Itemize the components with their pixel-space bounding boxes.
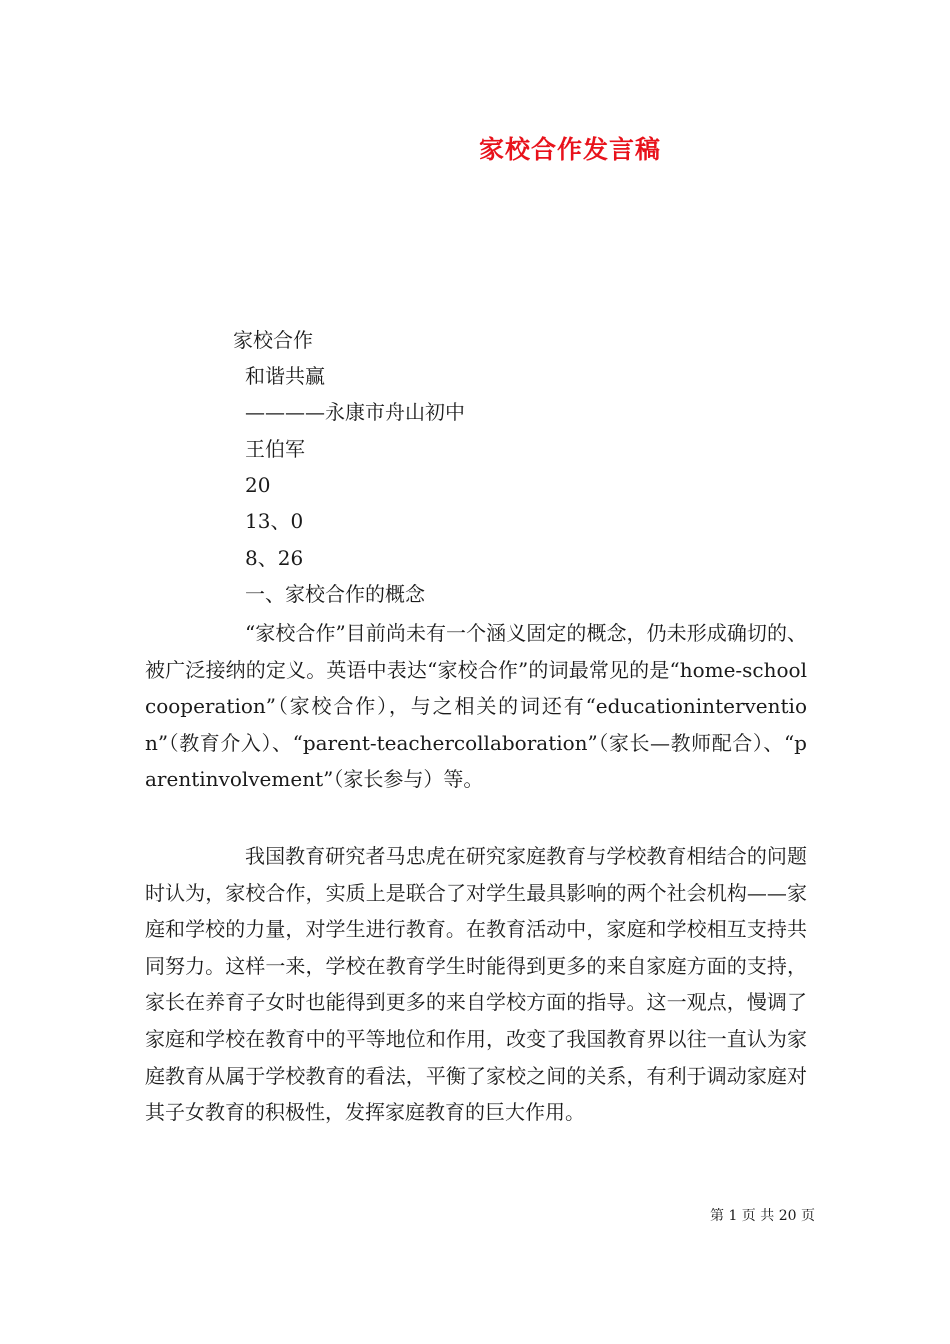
paragraph-1 — [145, 615, 807, 798]
page-footer: 第 1 页 共 20 页 — [710, 1208, 815, 1224]
date-line-1: 20 — [245, 473, 271, 497]
author-name: 王伯军 — [245, 437, 305, 461]
paragraph-1-text: “家校合作”目前尚未有一个涵义固定的概念，仍未形成确切的、被广泛接纳的定义。英语中表达“家校合作”的词最常见的是“home-schoolcooperation”（家校合作），与之相关的词还有“educationintervention”（教育介入）、“parent-teachercollaboration”（家长—教师配合）、“parentinvolvement”（家长参与）等。 — [145, 621, 807, 792]
paragraph-2-text: 我国教育研究者马忠虎在研究家庭教育与学校教育相结合的问题时认为，家校合作，实质上是联合了对学生最具影响的两个社会机构——家庭和学校的力量，对学生进行教育。在教育活动中，家庭和学校相互支持共同努力。这样一来，学校在教育学生时能得到更多的来自家庭方面的支持，家长在养育子女时也能得到更多的来自学校方面的指导。这一观点，慢调了家庭和学校在教育中的平等地位和作用，改变了我国教育界以往一直认为家庭教育从属于学校教育的看法，平衡了家校之间的关系，有利于调动家庭对其子女教育的积极性，发挥家庭教育的巨大作用。 — [145, 844, 807, 1125]
date-line-3: 8、26 — [245, 546, 304, 570]
date-line-2: 13、0 — [245, 509, 304, 533]
section-heading: 一、家校合作的概念 — [245, 582, 425, 606]
paragraph-2 — [145, 838, 807, 1131]
author-school: ————永康市舟山初中 — [245, 400, 465, 424]
subtitle-line-1: 家校合作 — [233, 328, 313, 352]
subtitle-line-2: 和谐共赢 — [245, 364, 325, 388]
document-title: 家校合作发言稿 — [478, 135, 661, 164]
